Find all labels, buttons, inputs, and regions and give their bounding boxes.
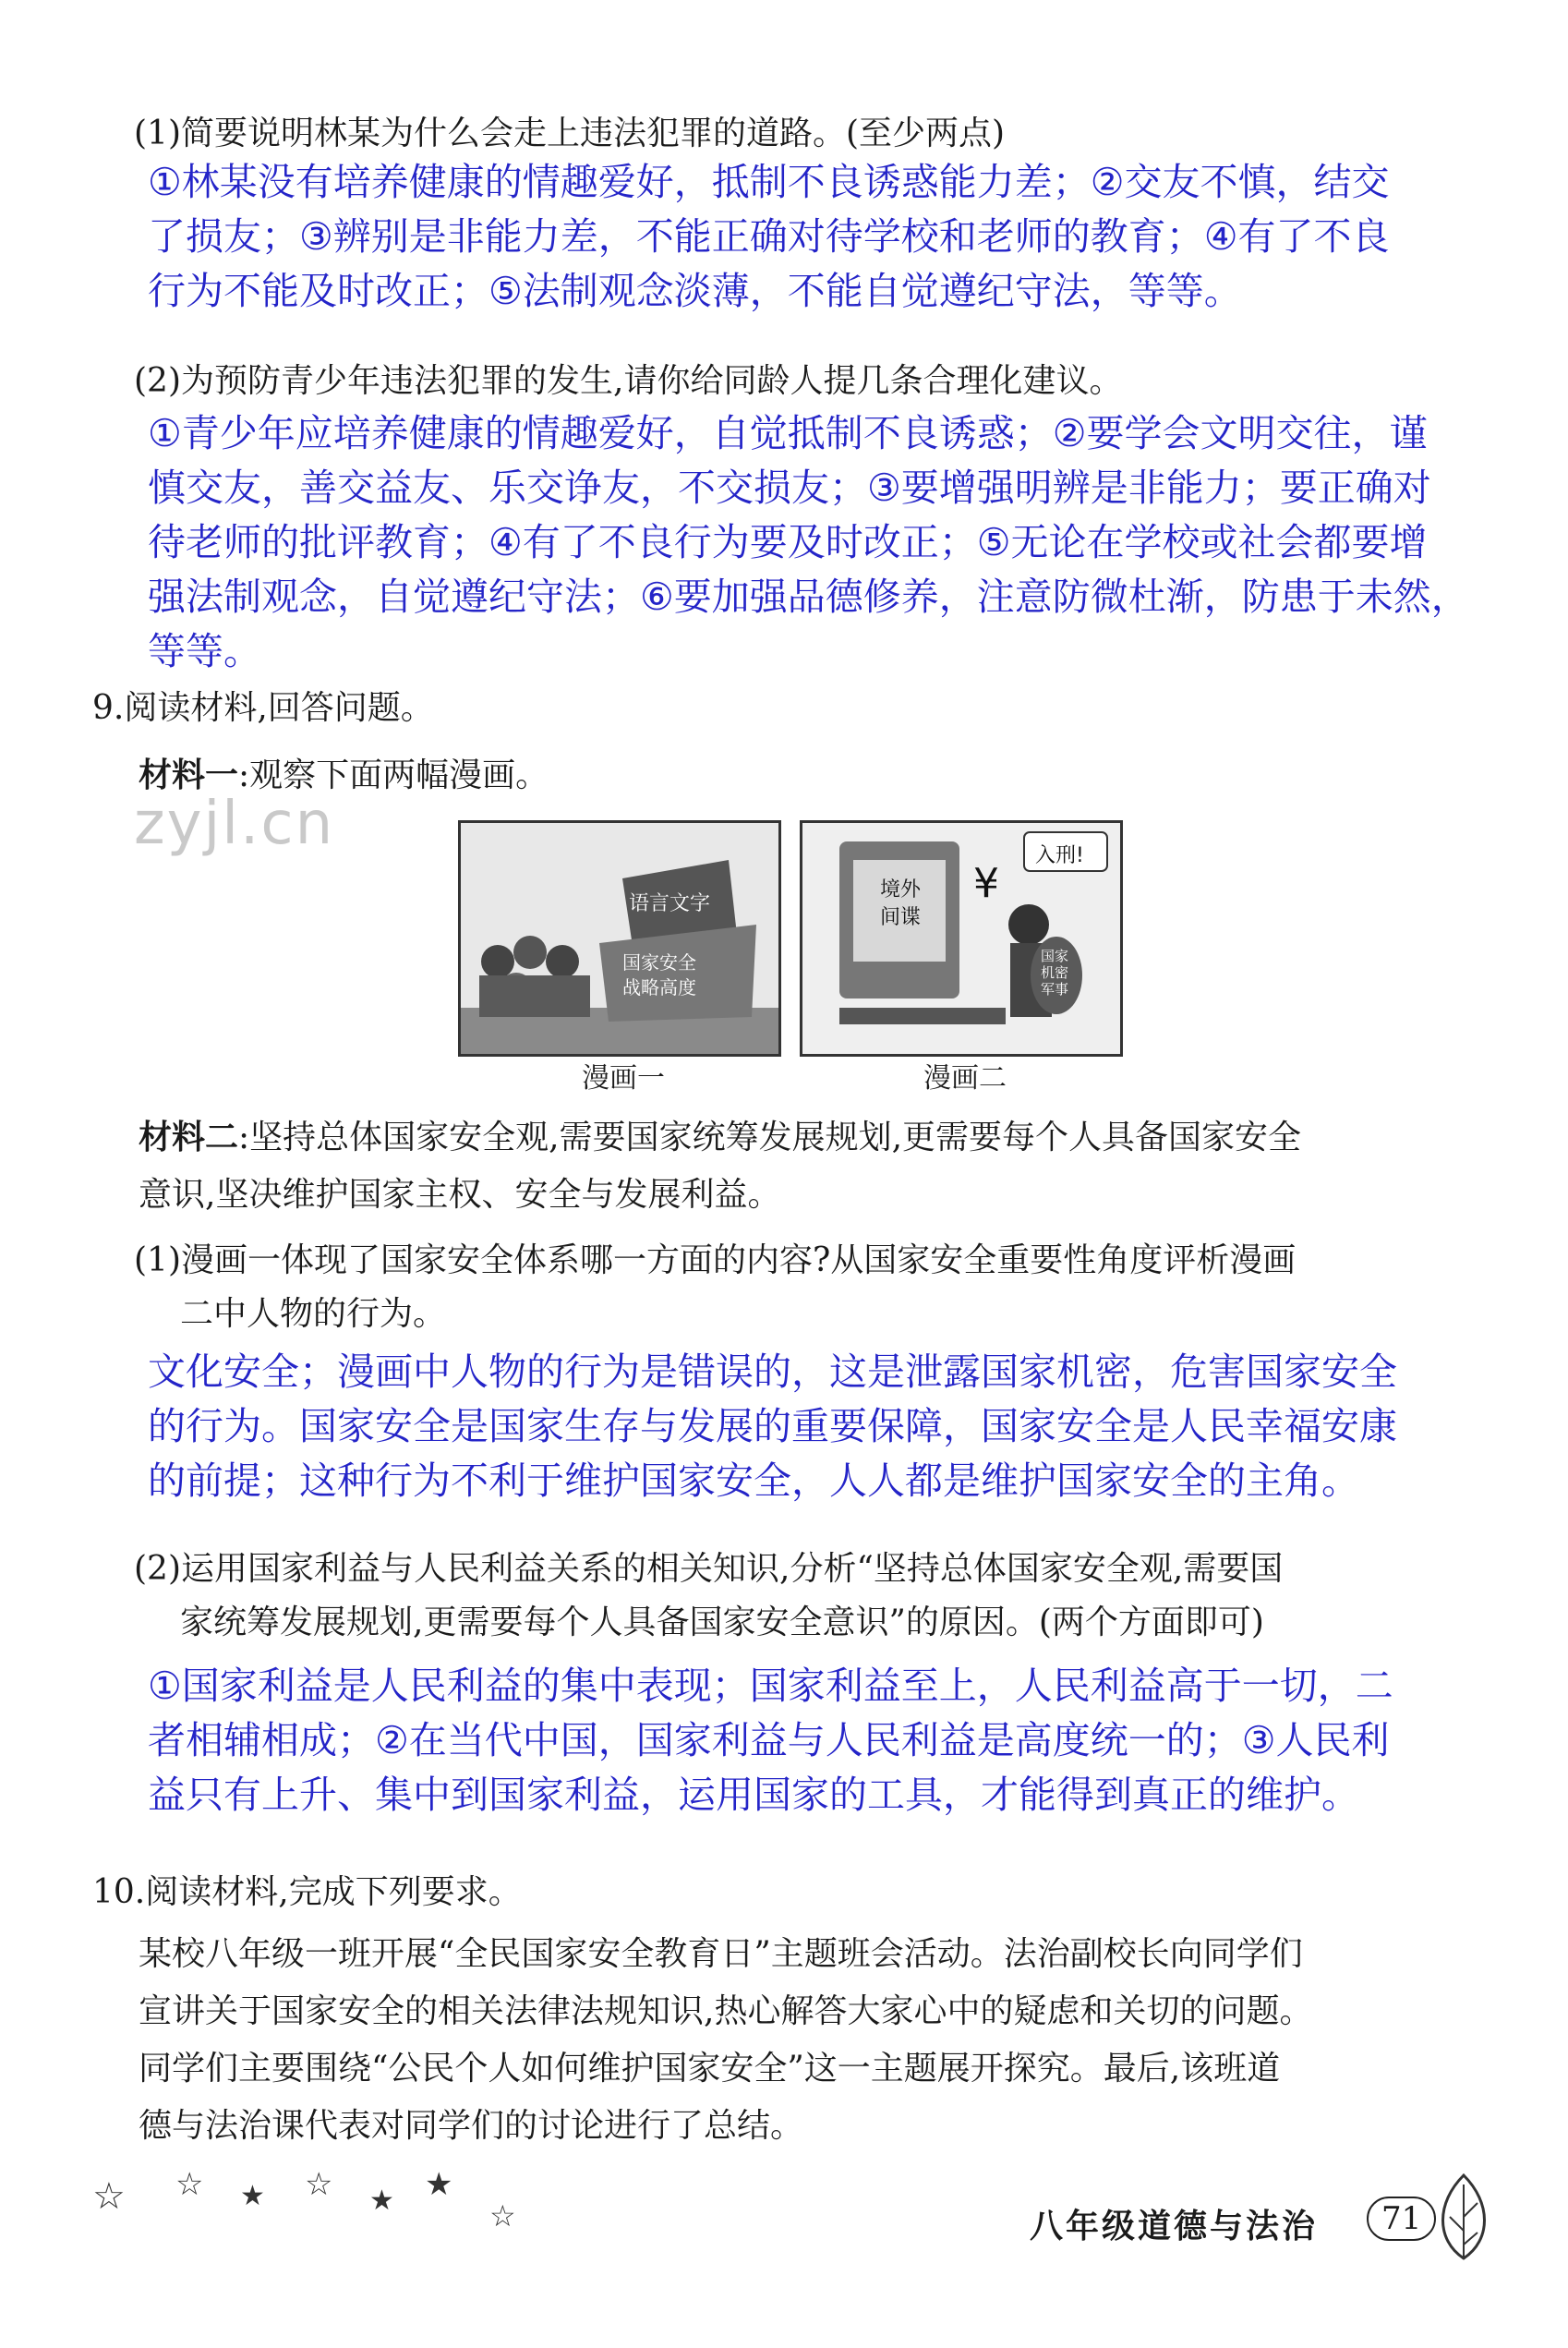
star-icon: ★ <box>425 2166 453 2203</box>
q8-sub2-answer <box>148 406 1469 679</box>
question-line: 二中人物的行为。 <box>180 1295 447 1333</box>
material1-label: 材料一 <box>139 756 239 794</box>
leaf-icon <box>1427 2166 1501 2268</box>
answer-line: ①青少年应培养健康的情趣爱好，自觉抵制不良诱惑；②要学会文明交往，谨 <box>148 411 1428 455</box>
watermark: zyjl.cn <box>134 790 335 858</box>
star-icon: ☆ <box>175 2166 204 2203</box>
page-number: 71 <box>1367 2197 1436 2241</box>
star-icon: ★ <box>240 2180 265 2212</box>
answer-line: 强法制观念，自觉遵纪守法；⑥要加强品德修养，注意防微杜渐，防患于未然， <box>148 575 1469 619</box>
material2-label: 材料二 <box>139 1118 239 1156</box>
cartoon-one-drawing <box>461 823 778 1054</box>
answer-line: 了损友；③辨别是非能力差，不能正确对待学校和老师的教育；④有了不良 <box>148 214 1390 259</box>
question-line: 家统筹发展规划,更需要每个人具备国家安全意识”的原因。(两个方面即可) <box>180 1604 1264 1641</box>
q10-title: 10.阅读材料,完成下列要求。 <box>92 1873 522 1911</box>
cartoon2-screen-line2: 间谍 <box>880 906 922 929</box>
material-line: 德与法治课代表对同学们的讨论进行了总结。 <box>139 2107 804 2145</box>
material1-text: :观察下面两幅漫画。 <box>238 756 549 794</box>
cartoon1-label3: 战略高度 <box>622 976 696 999</box>
answer-line: 行为不能及时改正；⑤法制观念淡薄，不能自觉遵纪守法，等等。 <box>148 269 1242 313</box>
cartoon-one <box>458 820 781 1057</box>
material-line: 某校八年级一班开展“全民国家安全教育日”主题班会活动。法治副校长向同学们 <box>139 1935 1303 1973</box>
material2-line: 意识,坚决维护国家主权、安全与发展利益。 <box>139 1176 781 1214</box>
star-icon: ☆ <box>305 2166 333 2203</box>
q9-title: 9.阅读材料,回答问题。 <box>92 689 434 727</box>
footer-stars <box>92 2166 573 2268</box>
answer-line: 文化安全；漫画中人物的行为是错误的，这是泄露国家机密，危害国家安全 <box>148 1349 1397 1394</box>
q10-material <box>139 1926 1312 2155</box>
cartoon1-label2: 国家安全 <box>622 951 696 974</box>
q9-sub1-answer <box>148 1345 1397 1508</box>
cartoon2-bubble: 入刑! <box>1035 844 1084 867</box>
cartoon1-label1: 语言文字 <box>629 892 711 915</box>
book-title: 八年级道德与法治 <box>1030 2207 1319 2245</box>
currency-icon: ¥ <box>973 860 999 907</box>
answer-line: 的前提；这种行为不利于维护国家安全，人人都是维护国家安全的主角。 <box>148 1458 1359 1503</box>
answer-line: 者相辅相成；②在当代中国，国家利益与人民利益是高度统一的；③人民利 <box>148 1718 1390 1762</box>
material-line: 宣讲关于国家安全的相关法律法规知识,热心解答大家心中的疑虑和关切的问题。 <box>139 1992 1313 2030</box>
material-line: 同学们主要围绕“公民个人如何维护国家安全”这一主题展开探究。最后,该班道 <box>139 2050 1281 2088</box>
star-icon: ☆ <box>92 2175 126 2218</box>
question-line: (2)运用国家利益与人民利益关系的相关知识,分析“坚持总体国家安全观,需要国 <box>134 1550 1284 1588</box>
q9-sub1-question <box>134 1234 1296 1341</box>
answer-line: ①林某没有培养健康的情趣爱好，抵制不良诱惑能力差；②交友不慎，结交 <box>148 160 1390 204</box>
q8-sub1-answer <box>148 155 1390 319</box>
answer-line: 的行为。国家安全是国家生存与发展的重要保障，国家安全是人民幸福安康 <box>148 1404 1397 1448</box>
q9-sub2-question <box>134 1543 1283 1650</box>
material2-line: :坚持总体国家安全观,需要国家统筹发展规划,更需要每个人具备国家安全 <box>238 1119 1302 1156</box>
q9-sub2-answer <box>148 1659 1393 1822</box>
q8-sub2-question: (2)为预防青少年违法犯罪的发生,请你给同龄人提几条合理化建议。 <box>134 362 1123 400</box>
cartoon-two <box>800 820 1123 1057</box>
q8-sub1-question: (1)简要说明林某为什么会走上违法犯罪的道路。(至少两点) <box>134 115 1006 152</box>
q9-material2 <box>139 1108 1301 1224</box>
cartoon2-caption: 漫画二 <box>923 1062 1007 1095</box>
answer-line: 益只有上升、集中到国家利益，运用国家的工具，才能得到真正的维护。 <box>148 1773 1359 1817</box>
answer-line: 待老师的批评教育；④有了不良行为要及时改正；⑤无论在学校或社会都要增 <box>148 520 1428 564</box>
star-icon: ☆ <box>489 2198 516 2233</box>
answer-line: ①国家利益是人民利益的集中表现；国家利益至上，人民利益高于一切，二 <box>148 1664 1393 1708</box>
cartoon2-bag-text: 国家机密军事 <box>1041 948 1069 998</box>
star-icon: ★ <box>369 2185 394 2217</box>
cartoon2-screen-line1: 境外 <box>880 878 922 902</box>
cartoon1-caption: 漫画一 <box>582 1062 665 1095</box>
answer-line: 等等。 <box>148 629 261 673</box>
question-line: (1)漫画一体现了国家安全体系哪一方面的内容?从国家安全重要性角度评析漫画 <box>134 1241 1297 1279</box>
answer-line: 慎交友，善交益友、乐交诤友，不交损友；③要增强明辨是非能力；要正确对 <box>148 466 1431 510</box>
